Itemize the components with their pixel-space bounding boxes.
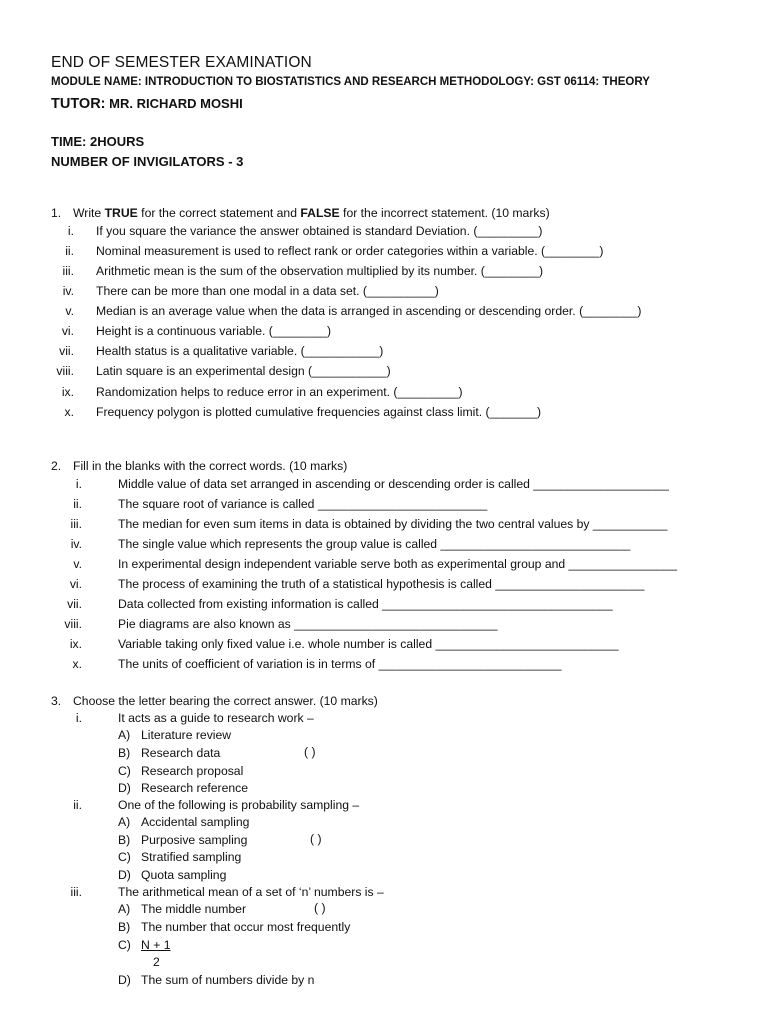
- option-letter: D): [118, 973, 131, 987]
- module-name: MODULE NAME: INTRODUCTION TO BIOSTATISTICS AND RESEARCH METHODOLOGY: GST 06114: THEORY: [51, 76, 650, 88]
- option-text: Literature review: [141, 728, 232, 742]
- item-text: Arithmetic mean is the sum of the observation multiplied by its number. (________): [96, 264, 544, 278]
- item-text: Nominal measurement is used to reflect rank or order categories within a variable. (________): [96, 244, 604, 258]
- item-text: Latin square is an experimental design (___________): [96, 364, 391, 378]
- option-text: Research proposal: [141, 764, 244, 778]
- item-text: Frequency polygon is plotted cumulative frequencies against class limit. (_______): [96, 405, 542, 419]
- option-text: Purposive sampling: [141, 833, 248, 847]
- item-number: x.: [64, 405, 74, 419]
- item-number: ix.: [61, 385, 74, 399]
- item-text: There can be more than one modal in a data set. (__________): [96, 284, 439, 298]
- item-text: Median is an average value when the data is arranged in ascending or descending order. (________): [96, 304, 642, 318]
- item-number: ix.: [69, 637, 82, 651]
- question-number: 2.: [51, 459, 62, 473]
- item-text: The arithmetical mean of a set of ‘n’ numbers is –: [118, 885, 384, 899]
- question-1-heading: [51, 206, 550, 220]
- item-number: ii.: [73, 798, 82, 812]
- item-text: Data collected from existing information is called __________________________________: [118, 597, 613, 611]
- item-text: Height is a continuous variable. (________): [96, 324, 332, 338]
- item-number: i.: [75, 477, 82, 491]
- invigilators-count: NUMBER OF INVIGILATORS - 3: [51, 154, 244, 169]
- item-text: The units of coefficient of variation is in terms of ___________________________: [118, 657, 562, 671]
- answer-box: ( ): [304, 745, 316, 759]
- answer-box: ( ): [314, 901, 326, 915]
- question-intro: Fill in the blanks with the correct words. (10 marks): [73, 459, 348, 473]
- item-number: viii.: [64, 617, 82, 631]
- question-number: 1.: [51, 206, 62, 220]
- item-number: vii.: [59, 344, 74, 358]
- option-letter: C): [118, 938, 131, 952]
- false-keyword: FALSE: [300, 206, 340, 220]
- item-number: v.: [73, 557, 82, 571]
- item-text: One of the following is probability sampling –: [118, 798, 360, 812]
- option-letter: A): [118, 728, 131, 742]
- item-text: If you square the variance the answer obtained is standard Deviation. (_________): [96, 224, 543, 238]
- item-number: ii.: [73, 497, 82, 511]
- fraction-numerator: N + 1: [141, 938, 171, 952]
- item-text: Pie diagrams are also known as ______________________________: [118, 617, 498, 631]
- item-text: In experimental design independent variable serve both as experimental group and ________________: [118, 557, 678, 571]
- option-letter: A): [118, 902, 131, 916]
- item-text: The process of examining the truth of a statistical hypothesis is called ______________________: [118, 577, 645, 591]
- option-letter: B): [118, 746, 131, 760]
- option-text: Research reference: [141, 781, 249, 795]
- answer-box: ( ): [310, 832, 322, 846]
- option-letter: B): [118, 833, 131, 847]
- item-number: ii.: [65, 244, 74, 258]
- option-text: Stratified sampling: [141, 850, 242, 864]
- item-number: iii.: [62, 264, 74, 278]
- exam-time: TIME: 2HOURS: [51, 134, 145, 149]
- item-number: iv.: [70, 537, 82, 551]
- item-text: Middle value of data set arranged in ascending or descending order is called ____________________: [118, 477, 669, 491]
- tutor-line: [51, 96, 243, 112]
- item-number: vi.: [69, 577, 82, 591]
- question-intro: Choose the letter bearing the correct answer. (10 marks): [73, 694, 378, 708]
- item-text: The median for even sum items in data is obtained by dividing the two central values by ___________: [118, 517, 668, 531]
- option-text: The sum of numbers divide by n: [141, 973, 315, 987]
- exam-title: END OF SEMESTER EXAMINATION: [51, 54, 312, 71]
- item-number: v.: [65, 304, 74, 318]
- item-number: iv.: [62, 284, 74, 298]
- item-text: Randomization helps to reduce error in an experiment. (_________): [96, 385, 463, 399]
- item-number: vi.: [61, 324, 74, 338]
- fraction-denominator: 2: [153, 955, 160, 969]
- item-number: i.: [75, 711, 82, 725]
- item-number: iii.: [70, 517, 82, 531]
- item-number: viii.: [56, 364, 74, 378]
- question-3-heading: [51, 694, 378, 708]
- tutor-label: TUTOR:: [51, 96, 106, 112]
- item-number: i.: [67, 224, 74, 238]
- tutor-name: MR. RICHARD MOSHI: [105, 96, 243, 111]
- item-number: x.: [72, 657, 82, 671]
- true-keyword: TRUE: [104, 206, 138, 220]
- item-number: vii.: [67, 597, 82, 611]
- question-intro: for the incorrect statement. (10 marks): [339, 206, 550, 220]
- option-letter: C): [118, 764, 131, 778]
- option-letter: D): [118, 868, 131, 882]
- question-intro: Write: [73, 206, 105, 220]
- question-2-heading: [51, 459, 347, 473]
- item-text: The single value which represents the group value is called ____________________________: [118, 537, 631, 551]
- item-text: Variable taking only fixed value i.e. whole number is called ___________________________: [118, 637, 619, 651]
- option-text: The middle number: [141, 902, 246, 916]
- option-letter: C): [118, 850, 131, 864]
- item-number: iii.: [70, 885, 82, 899]
- item-text: Health status is a qualitative variable. (___________): [96, 344, 384, 358]
- item-text: The square root of variance is called _________________________: [118, 497, 488, 511]
- option-text: Research data: [141, 746, 221, 760]
- option-letter: A): [118, 815, 131, 829]
- option-text: Quota sampling: [141, 868, 227, 882]
- option-text: Accidental sampling: [141, 815, 250, 829]
- question-intro: for the correct statement and: [137, 206, 301, 220]
- option-letter: B): [118, 920, 131, 934]
- option-text: The number that occur most frequently: [141, 920, 351, 934]
- item-text: It acts as a guide to research work –: [118, 711, 314, 725]
- question-number: 3.: [51, 694, 62, 708]
- option-letter: D): [118, 781, 131, 795]
